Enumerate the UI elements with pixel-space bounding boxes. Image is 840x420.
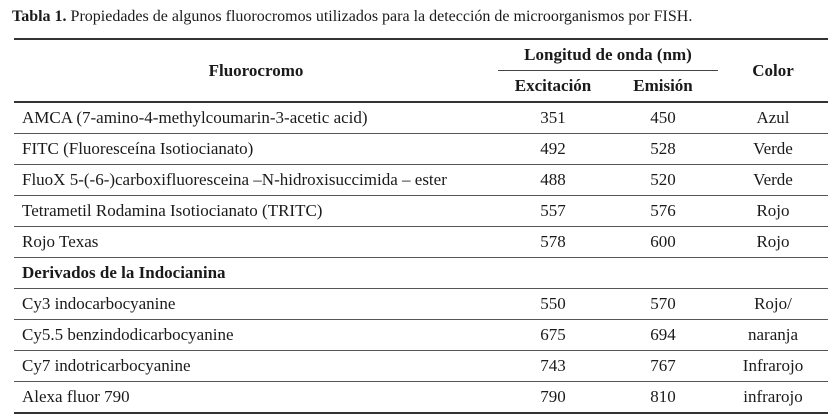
color-value: infrarojo <box>718 382 828 414</box>
header-emission: Emisión <box>633 76 693 95</box>
table-row <box>14 351 828 382</box>
emission-value: 450 <box>608 102 718 134</box>
fluorochrome-name: AMCA (7-amino-4-methylcoumarin-3-acetic acid) <box>14 102 498 134</box>
color-value: Verde <box>718 134 828 165</box>
fluorochrome-name: Alexa fluor 790 <box>14 382 498 414</box>
excitation-value: 550 <box>498 289 608 320</box>
table-caption <box>12 6 692 28</box>
table-row <box>14 102 828 134</box>
emission-value: 576 <box>608 196 718 227</box>
table-row <box>14 227 828 258</box>
fluorochrome-name: Cy5.5 benzindodicarbocyanine <box>14 320 498 351</box>
header-color: Color <box>752 60 794 80</box>
header-wavelength: Longitud de onda (nm) <box>498 39 718 71</box>
table-row <box>14 320 828 351</box>
table-caption-text: Propiedades de algunos fluorocromos utilizados para la detección de microorganismos por FISH. <box>66 8 693 25</box>
color-value: Azul <box>718 102 828 134</box>
emission-value: 600 <box>608 227 718 258</box>
emission-value: 767 <box>608 351 718 382</box>
fluorochrome-table <box>14 38 828 414</box>
emission-value: 694 <box>608 320 718 351</box>
excitation-value: 743 <box>498 351 608 382</box>
emission-value: 528 <box>608 134 718 165</box>
header-row <box>14 39 828 71</box>
section-row <box>14 258 828 289</box>
table-row <box>14 196 828 227</box>
excitation-value: 488 <box>498 165 608 196</box>
color-value: naranja <box>718 320 828 351</box>
color-value: Rojo <box>718 227 828 258</box>
excitation-value: 790 <box>498 382 608 414</box>
header-excitation: Excitación <box>514 76 592 95</box>
excitation-value: 351 <box>498 102 608 134</box>
excitation-value: 557 <box>498 196 608 227</box>
table-row <box>14 289 828 320</box>
fluorochrome-name: Rojo Texas <box>14 227 498 258</box>
color-value: Rojo/ <box>718 289 828 320</box>
table-row <box>14 382 828 414</box>
excitation-value: 578 <box>498 227 608 258</box>
table-row <box>14 134 828 165</box>
excitation-value: 675 <box>498 320 608 351</box>
color-value: Infrarojo <box>718 351 828 382</box>
section-title: Derivados de la Indocianina <box>14 258 828 289</box>
emission-value: 520 <box>608 165 718 196</box>
fluorochrome-name: Tetrametil Rodamina Isotiocianato (TRITC) <box>14 196 498 227</box>
fluorochrome-name: Cy3 indocarbocyanine <box>14 289 498 320</box>
excitation-value: 492 <box>498 134 608 165</box>
emission-value: 570 <box>608 289 718 320</box>
header-fluorochrome: Fluorocromo <box>208 60 304 80</box>
table-caption-label: Tabla 1. <box>12 8 67 25</box>
fluorochrome-name: FluoX 5-(-6-)carboxifluoresceina –N-hidroxisuccimida – ester <box>14 165 498 196</box>
emission-value: 810 <box>608 382 718 414</box>
fluorochrome-name: FITC (Fluoresceína Isotiocianato) <box>14 134 498 165</box>
table-row <box>14 165 828 196</box>
color-value: Verde <box>718 165 828 196</box>
color-value: Rojo <box>718 196 828 227</box>
fluorochrome-name: Cy7 indotricarbocyanine <box>14 351 498 382</box>
